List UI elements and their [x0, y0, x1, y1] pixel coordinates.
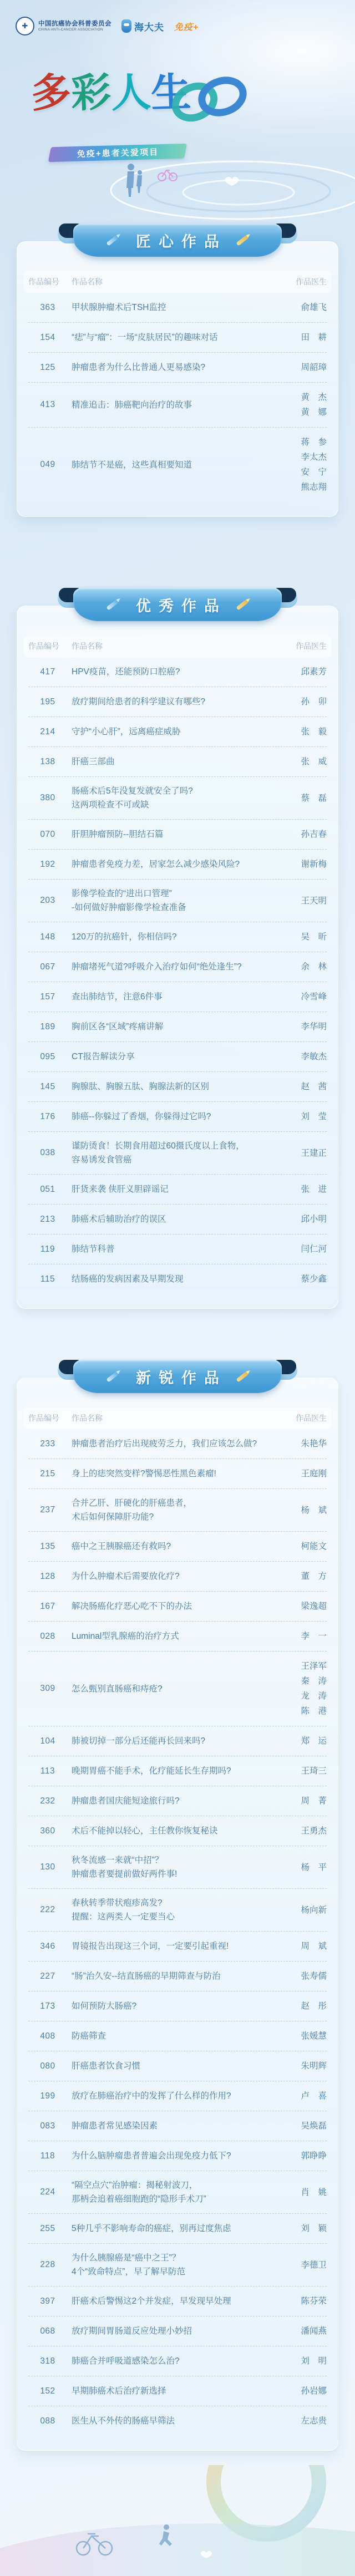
work-title: 肿瘤患者为什么比普通人更易感染? [72, 363, 206, 372]
work-id: 115 [40, 1274, 55, 1284]
work-title: 如何预防大肠癌? [72, 2001, 137, 2011]
table-row [28, 717, 327, 747]
section-craftsmanship [17, 223, 338, 517]
table-row [28, 1846, 327, 1889]
table-row [28, 323, 327, 353]
work-doctor: 董 方 [301, 1572, 327, 1581]
work-title: 守护“小心肝”，远离癌症威胁 [72, 727, 181, 736]
work-title: 结肠癌的发病因素及早期发现 [72, 1274, 184, 1284]
work-title: 癌中之王胰腺癌还有救吗? [72, 1542, 171, 1551]
work-doctor: 李敏杰 [301, 1052, 327, 1061]
col-work-name: 作品名称 [72, 1414, 103, 1422]
work-id: 255 [40, 2223, 55, 2233]
table-header [24, 271, 331, 293]
col-work-id: 作品编号 [28, 277, 59, 286]
work-title: 放疗在肺癌治疗中的发挥了什么样的作用? [72, 2091, 231, 2101]
work-title: “痣”与“瘤”：一场“皮肤居民”的趣味对话 [72, 333, 218, 342]
work-title: 肺癌术后辅助治疗的误区 [72, 1215, 166, 1224]
work-title: 胸前区各“区域”疼痛讲解 [72, 1022, 164, 1032]
hero [0, 35, 355, 166]
table-row [28, 1726, 327, 1756]
work-title: 肝癌术后警惕这2个并发症，早发现早处理 [72, 2296, 231, 2306]
table-header [24, 1407, 331, 1429]
work-doctor: 张 威 [301, 757, 327, 766]
work-doctor: 刘 莹 [301, 1112, 327, 1121]
work-title: 为什么脑肿瘤患者普遍会出现免疫力低下? [72, 2151, 231, 2161]
work-doctor: 王勇杰 [301, 1826, 327, 1836]
work-id: 130 [40, 1862, 55, 1872]
work-doctor: 田 耕 [301, 333, 327, 342]
table-row [28, 2021, 327, 2051]
work-doctor: 王天明 [301, 896, 327, 906]
work-id: 397 [40, 2296, 55, 2306]
work-doctor: 左志贵 [301, 2416, 327, 2426]
col-work-doctor: 作品医生 [296, 277, 327, 286]
work-title: 肝癌患者饮食习惯 [72, 2061, 141, 2071]
work-doctor: 潘闻燕 [301, 2326, 327, 2336]
work-title: 肝胆肿瘤预防--胆结石篇 [72, 830, 164, 839]
table-row [28, 747, 327, 777]
pencil-icon [106, 235, 119, 246]
table-row [28, 982, 327, 1012]
work-doctor: 杨 平 [301, 1862, 327, 1872]
work-id: 213 [40, 1214, 55, 1224]
table-row [28, 2406, 327, 2436]
table-row [28, 1429, 327, 1459]
work-doctor: 冷雪峰 [301, 992, 327, 1002]
work-title: 肺癌--你躲过了香烟，你躲得过它吗? [72, 1112, 211, 1121]
work-id: 228 [40, 2260, 55, 2269]
work-title: 影像学检查的“进出口管理” -如何做好肿瘤影像学检查准备 [72, 889, 186, 912]
work-title: 医生从不外传的肠癌早筛法 [72, 2416, 175, 2426]
work-id: 346 [40, 1941, 55, 1951]
work-title: 肿瘤患者国庆能短途旅行吗? [72, 1796, 180, 1806]
section-excellent [17, 588, 338, 1309]
work-id: 173 [40, 2001, 55, 2011]
work-id: 237 [40, 1505, 55, 1515]
table-row [28, 2316, 327, 2346]
work-doctor: 梁逸超 [301, 1602, 327, 1611]
work-id: 363 [40, 302, 55, 312]
work-title: “肠”治久安--结直肠癌的早期筛查与防治 [72, 1972, 221, 1981]
footer-scene-decoration [0, 2465, 355, 2576]
work-doctor: 柯能文 [301, 1542, 327, 1551]
table-row [28, 2141, 327, 2171]
ribbon-rings-icon [164, 64, 253, 136]
work-id: 189 [40, 1022, 55, 1032]
work-doctor: 朱艳华 [301, 1439, 327, 1449]
section-banner [67, 1360, 288, 1394]
pencil-icon [106, 599, 119, 610]
col-work-id: 作品编号 [28, 1414, 59, 1422]
work-title: 谨防烫食！长期食用超过60摄氏度以上食物， 容易诱发食管癌 [72, 1141, 245, 1165]
section-rising [17, 1360, 338, 2451]
pencil-icon [236, 1371, 248, 1382]
work-id: 215 [40, 1469, 55, 1478]
work-title: 肝货来袭 侠肝义胆辟谣记 [72, 1185, 169, 1194]
work-id: 227 [40, 1971, 55, 1981]
work-id: 203 [40, 896, 55, 905]
work-title: 肝癌三部曲 [72, 757, 115, 766]
table-row [28, 1786, 327, 1816]
caca-logo [16, 17, 111, 35]
caca-seal-icon: ✚ [16, 17, 34, 35]
table-row [28, 952, 327, 982]
work-id: 138 [40, 756, 55, 766]
table-row [28, 1991, 327, 2021]
table-row [28, 1622, 327, 1652]
table-row [28, 1889, 327, 1932]
work-id: 232 [40, 1796, 55, 1806]
table-row [28, 1042, 327, 1072]
works-card [17, 606, 338, 1309]
work-doctor: 邱小明 [301, 1215, 327, 1224]
section-title: 匠心作品 [136, 233, 227, 250]
table-row [28, 428, 327, 502]
work-id: 088 [40, 2416, 55, 2426]
work-id: 408 [40, 2031, 55, 2041]
table-row [28, 1264, 327, 1294]
work-title: 身上的痣突然变样?警惕恶性黑色素瘤! [72, 1469, 216, 1478]
work-id: 038 [40, 1148, 55, 1157]
table-row [28, 1102, 327, 1132]
table-row [28, 1932, 327, 1962]
col-work-name: 作品名称 [72, 642, 103, 651]
work-id: 083 [40, 2121, 55, 2131]
work-id: 128 [40, 1571, 55, 1581]
table-row [28, 2214, 327, 2244]
work-id: 199 [40, 2091, 55, 2101]
work-title: 放疗期间胃肠道反应处理小妙招 [72, 2326, 192, 2336]
work-id: 154 [40, 332, 55, 342]
table-row [28, 2244, 327, 2287]
work-doctor: 李德卫 [301, 2260, 327, 2270]
work-title: 放疗期间给患者的科学建议有哪些? [72, 697, 206, 707]
col-work-doctor: 作品医生 [296, 642, 327, 651]
table-row [28, 1532, 327, 1562]
work-doctor: 肖 姚 [301, 2187, 327, 2197]
work-id: 233 [40, 1439, 55, 1449]
table-row [28, 850, 327, 880]
title-char: 生 [150, 70, 192, 116]
work-doctor: 陈芬荣 [301, 2296, 327, 2306]
work-id: 222 [40, 1905, 55, 1914]
pencil-icon [236, 599, 248, 610]
table-row [28, 777, 327, 820]
work-id: 360 [40, 1826, 55, 1836]
work-doctor: 邱素芳 [301, 667, 327, 677]
table-row [28, 1816, 327, 1846]
table-row [28, 1459, 327, 1489]
work-id: 214 [40, 726, 55, 736]
work-title: 肺癌合并呼吸道感染怎么治? [72, 2356, 180, 2366]
work-id: 176 [40, 1111, 55, 1121]
work-title: 精准追击：肺癌靶向治疗的故事 [72, 400, 192, 410]
work-title: 肺结节科普 [72, 1244, 115, 1254]
immunity-plus-logo: 免疫+ [174, 20, 199, 33]
col-work-doctor: 作品医生 [296, 1414, 327, 1422]
work-id: 152 [40, 2386, 55, 2396]
work-id: 104 [40, 1736, 55, 1746]
work-title: CT报告解读分享 [72, 1052, 135, 1061]
table-row [28, 383, 327, 428]
works-list [28, 293, 327, 502]
work-doctor: 孙 卯 [301, 697, 327, 707]
logo-bar [0, 0, 355, 35]
work-doctor: 蒋 参 李太杰 安 宁 熊志翔 [301, 438, 327, 492]
table-row [28, 2346, 327, 2376]
work-title: 甲状腺肿瘤术后TSH监控 [72, 303, 166, 312]
work-doctor: 孙岩娜 [301, 2386, 327, 2396]
work-doctor: 刘 颖 [301, 2224, 327, 2233]
work-doctor: 朱明辉 [301, 2061, 327, 2071]
work-title: 合并乙肝、肝硬化的肝癌患者， 术后如何保障肝功能? [72, 1498, 192, 1522]
work-title: Luminal型乳腺癌的治疗方式 [72, 1632, 179, 1641]
section-banner [67, 223, 288, 258]
work-id: 068 [40, 2326, 55, 2336]
work-id: 192 [40, 859, 55, 869]
works-list [28, 1429, 327, 2436]
work-title: “隔空点穴”治肿瘤：揭秘射波刀， 那柄会追着癌细胞跑的“隐形手术刀” [72, 2181, 206, 2204]
works-card [17, 1378, 338, 2451]
work-id: 167 [40, 1601, 55, 1611]
subtitle-text: 免疫+患者关爱项目 [77, 148, 159, 159]
table-row [28, 293, 327, 323]
section-title: 优秀作品 [136, 597, 227, 614]
section-title: 新锐作品 [136, 1369, 227, 1386]
work-title: 肿瘤患者免疫力差，居家怎么减少感染风险? [72, 860, 240, 869]
table-row [28, 1175, 327, 1205]
work-id: 148 [40, 932, 55, 942]
work-title: 肿瘤患者常见感染因素 [72, 2121, 158, 2131]
work-doctor: 王琦三 [301, 1766, 327, 1776]
table-row [28, 1962, 327, 1991]
work-title: 术后不能掉以轻心，主任教你恢复秘诀 [72, 1826, 218, 1836]
doctor-mascot-icon [121, 19, 131, 33]
table-row [28, 1652, 327, 1726]
work-id: 119 [40, 1244, 55, 1254]
work-title: 5种几乎不影响寿命的癌症，别再过度焦虑 [72, 2224, 231, 2233]
work-title: 肠癌术后5年没复发就安全了吗? 这两项检查不可或缺 [72, 786, 193, 810]
table-row [28, 820, 327, 850]
work-doctor: 张媛慧 [301, 2031, 327, 2041]
work-id: 145 [40, 1081, 55, 1091]
haidaifu-name: 海大夫 [134, 22, 164, 33]
work-id: 113 [40, 1766, 55, 1776]
work-id: 135 [40, 1541, 55, 1551]
table-row [28, 1489, 327, 1532]
caca-name-en: CHINA ANTI-CANCER ASSOCIATION [38, 27, 103, 32]
work-title: 解决肠癌化疗恶心吃不下的办法 [72, 1602, 192, 1611]
work-id: 417 [40, 667, 55, 677]
work-title: 胃镜报告出现这三个词，一定要引起重视! [72, 1942, 229, 1951]
work-id: 195 [40, 697, 55, 707]
work-doctor: 刘 明 [301, 2356, 327, 2366]
caca-name: 中国抗癌协会科普委员会 [38, 20, 111, 27]
table-row [28, 2081, 327, 2111]
table-row [28, 687, 327, 717]
work-doctor: 谢新梅 [301, 860, 327, 869]
work-doctor: 张 进 [301, 1185, 327, 1194]
work-title: 早期肺癌术后治疗新选择 [72, 2386, 166, 2396]
work-id: 067 [40, 962, 55, 972]
work-id: 309 [40, 1684, 55, 1693]
work-id: 028 [40, 1631, 55, 1641]
col-work-name: 作品名称 [72, 277, 103, 286]
work-id: 380 [40, 793, 55, 802]
work-title: HPV疫苗，还能预防口腔癌? [72, 667, 180, 677]
work-doctor: 孙吉春 [301, 830, 327, 839]
work-id: 224 [40, 2187, 55, 2197]
table-row [28, 1132, 327, 1175]
work-doctor: 王建正 [301, 1148, 327, 1158]
work-doctor: 张寿儒 [301, 1972, 327, 1981]
work-doctor: 周韶璋 [301, 363, 327, 372]
works-card [17, 241, 338, 517]
work-title: 为什么肿瘤术后需要放化疗? [72, 1572, 180, 1581]
work-title: 防癌筛查 [72, 2031, 106, 2041]
work-doctor: 杨向新 [301, 1905, 327, 1915]
work-title: 120万的抗癌针，你相信吗? [72, 932, 177, 942]
work-title: 肺被切掉一部分后还能再长回来吗? [72, 1736, 206, 1746]
work-doctor: 俞雄飞 [301, 303, 327, 312]
heart-icon [225, 177, 239, 186]
work-doctor: 赵 茜 [301, 1082, 327, 1091]
table-row [28, 1072, 327, 1102]
table-row [28, 657, 327, 687]
table-row [28, 2171, 327, 2214]
table-row [28, 1756, 327, 1786]
title-char: 人 [110, 70, 152, 116]
table-row [28, 1592, 327, 1622]
works-list [28, 657, 327, 1294]
work-doctor: 郭睁睁 [301, 2151, 327, 2161]
work-id: 095 [40, 1051, 55, 1061]
work-title: 怎么甄别直肠癌和痔疮? [72, 1684, 163, 1694]
work-doctor: 周 斌 [301, 1942, 327, 1951]
work-doctor: 杨 斌 [301, 1505, 327, 1515]
table-row [28, 880, 327, 922]
table-row [28, 1205, 327, 1234]
title-char: 彩 [70, 70, 112, 116]
work-id: 049 [40, 460, 55, 469]
table-header [24, 635, 331, 657]
work-doctor: 蔡 磊 [301, 793, 327, 803]
work-doctor: 蔡少鑫 [301, 1274, 327, 1284]
work-id: 080 [40, 2061, 55, 2071]
table-row [28, 1234, 327, 1264]
walking-figures-icon [126, 164, 142, 197]
pencil-icon [106, 1371, 119, 1382]
pencil-icon [236, 235, 248, 246]
work-doctor: 吴 昕 [301, 932, 327, 942]
table-row [28, 2111, 327, 2141]
work-title: 查出肺结节，注意6件事 [72, 992, 163, 1002]
work-doctor: 赵 彤 [301, 2001, 327, 2011]
work-doctor: 李华明 [301, 1022, 327, 1032]
work-id: 413 [40, 400, 55, 409]
work-doctor: 余 林 [301, 962, 327, 972]
work-doctor: 张 毅 [301, 727, 327, 736]
work-id: 051 [40, 1184, 55, 1194]
work-title: 春秋转季带状疱疹高发? 提醒：这两类人一定要当心 [72, 1898, 175, 1922]
work-doctor: 周 菁 [301, 1796, 327, 1806]
col-work-id: 作品编号 [28, 642, 59, 651]
work-id: 318 [40, 2356, 55, 2366]
work-doctor: 吴焕磊 [301, 2121, 327, 2131]
work-title: 肺结节不是癌，这些真相要知道 [72, 460, 192, 470]
subtitle-ribbon [48, 144, 187, 162]
table-row [28, 2051, 327, 2081]
work-doctor: 郑 运 [301, 1736, 327, 1746]
table-row [28, 353, 327, 383]
work-title: 肿瘤患者治疗后出现疲劳乏力，我们应该怎么做? [72, 1439, 257, 1449]
work-title: 晚期胃癌不能手术，化疗能延长生存期吗? [72, 1766, 231, 1776]
table-row [28, 2287, 327, 2316]
work-doctor: 黄 杰 黄 娜 [301, 393, 327, 417]
work-title: 肿瘤堵死气道?呼吸介入治疗如何“绝处逢生”? [72, 962, 242, 972]
work-title: 秋冬流感一来就“中招”？ 肿瘤患者要提前做好两件事! [72, 1856, 178, 1879]
table-row [28, 1012, 327, 1042]
work-doctor: 闫仁河 [301, 1244, 327, 1254]
title-char: 多 [30, 70, 72, 116]
track-scene-decoration [0, 160, 355, 220]
table-row [28, 922, 327, 952]
table-row [28, 1562, 327, 1592]
work-id: 125 [40, 362, 55, 372]
section-banner [67, 588, 288, 622]
work-doctor: 王泽军 秦 涛 龙 涛 陈 港 [301, 1662, 327, 1716]
work-title: 胸腺肽、胸腺五肽、胸腺法新的区别 [72, 1082, 210, 1091]
work-id: 118 [40, 2151, 55, 2161]
work-doctor: 王庭刚 [301, 1469, 327, 1478]
work-doctor: 李 一 [301, 1632, 327, 1641]
haidaifu-logo [121, 19, 164, 33]
table-row [28, 2376, 327, 2406]
work-id: 157 [40, 992, 55, 1002]
work-title: 为什么胰腺癌是“癌中之王”？ 4个“致命特点”，早了解早防范 [72, 2253, 185, 2277]
work-id: 070 [40, 829, 55, 839]
work-doctor: 卢 喜 [301, 2091, 327, 2101]
